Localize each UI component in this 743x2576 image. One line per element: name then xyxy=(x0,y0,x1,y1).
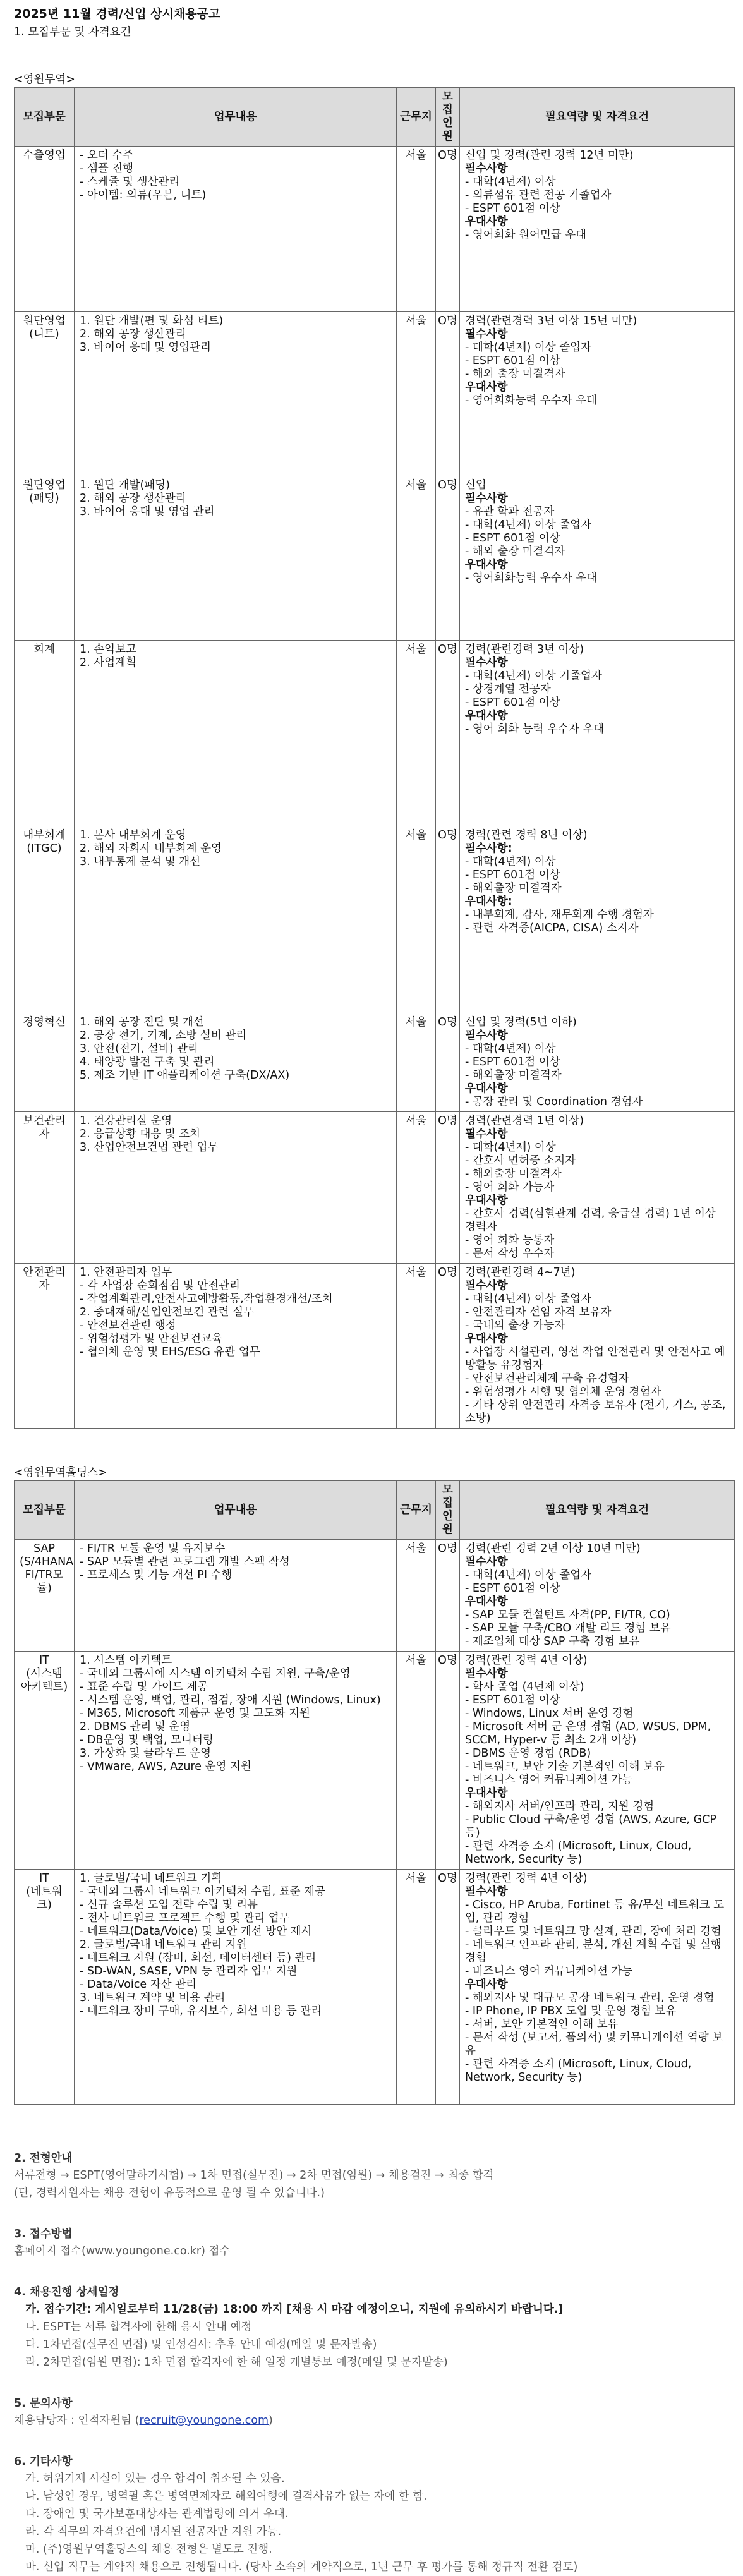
requirement-item: - 해외출장 미결격자 xyxy=(465,1069,562,1082)
requirement-item: - 국내외 출장 가능자 xyxy=(465,1319,565,1332)
section-line: 나. 남성인 경우, 병역필 혹은 병역면제자로 해외여행에 결격사유가 없는 자에 한 함. xyxy=(25,2490,427,2503)
duty-item: 1. 손익보고 xyxy=(80,643,136,656)
duty-item: - 전사 네트워크 프로젝트 수행 및 관리 업무 xyxy=(80,1912,290,1925)
requirement-heading: 필수사항 xyxy=(465,1029,508,1042)
duties-cell xyxy=(75,1870,397,2105)
section-line: 다. 장애인 및 국가보훈대상자는 관계법령에 의거 우대. xyxy=(25,2508,289,2520)
duty-item: 2. 해외 공장 생산관리 xyxy=(80,492,186,505)
duties-cell xyxy=(75,641,397,826)
requirement-item: - 학사 졸업 (4년제 이상) xyxy=(465,1681,584,1693)
table-row xyxy=(15,1652,735,1870)
requirement-item: 신입 및 경력(관련 경력 12년 미만) xyxy=(465,149,634,162)
duty-item: - FI/TR 모듈 운영 및 유지보수 xyxy=(80,1542,226,1555)
duty-item: - 네트워크(Data/Voice) 및 보안 개선 방안 제시 xyxy=(80,1925,312,1938)
requirement-item: - 해외출장 미결격자 xyxy=(465,882,562,895)
location-cell: 서울 xyxy=(397,147,436,312)
requirement-heading: 필수사항 xyxy=(465,492,508,505)
duty-item: 3. 바이어 응대 및 영업관리 xyxy=(80,341,211,354)
requirement-item: - SAP 모듈 컨설턴트 자격(PP, FI/TR, CO) xyxy=(465,1609,670,1621)
job-table-holdings xyxy=(14,1480,735,2105)
duty-item: 3. 산업안전보건법 관련 업무 xyxy=(80,1141,219,1154)
section-heading: 4. 채용진행 상세일정 xyxy=(14,2286,119,2299)
header-duties: 업무내용 xyxy=(75,1481,397,1540)
duty-item: - 프로세스 및 기능 개선 PI 수행 xyxy=(80,1569,233,1581)
table-row xyxy=(15,1112,735,1264)
table-row xyxy=(15,1540,735,1652)
section-line: 다. 1차면접(실무진 면접) 및 인성검사: 추후 안내 예정(메일 및 문자발송) xyxy=(25,2338,377,2351)
requirement-heading: 필수사항 xyxy=(465,1128,508,1140)
requirement-item: - 상경계열 전공자 xyxy=(465,683,551,696)
duty-item: 2. 중대재해/산업안전보건 관련 실무 xyxy=(80,1306,254,1319)
count-cell: O명 xyxy=(436,312,460,476)
requirement-heading: 우대사항: xyxy=(465,895,512,908)
requirements-cell xyxy=(460,1652,735,1870)
requirement-item: - ESPT 601점 이상 xyxy=(465,532,560,545)
requirement-item: - 해외 출장 미결격자 xyxy=(465,368,565,380)
duty-item: 4. 태양광 발전 구축 및 관리 xyxy=(80,1056,215,1068)
requirement-item: 신입 xyxy=(465,479,486,492)
dept-cell: 보건관리자 xyxy=(15,1112,75,1264)
duty-item: - 국내외 그룹사 네트워크 아키텍처 수립, 표준 제공 xyxy=(80,1885,325,1898)
table-row xyxy=(15,147,735,312)
location-cell: 서울 xyxy=(397,1013,436,1112)
requirement-heading: 필수사항: xyxy=(465,842,512,855)
requirement-item: - 네트워크, 보안 기술 기본적인 이해 보유 xyxy=(465,1760,665,1773)
requirement-item: - 비즈니스 영어 커뮤니케이션 가능 xyxy=(465,1965,633,1978)
duties-cell xyxy=(75,147,397,312)
section-line: 마. (주)영원무역홀딩스의 채용 전형은 별도로 진행. xyxy=(25,2543,272,2556)
table-row xyxy=(15,476,735,641)
duty-item: - 협의체 운영 및 EHS/ESG 유관 업무 xyxy=(80,1346,260,1358)
duty-item: 1. 본사 내부회계 운영 xyxy=(80,829,186,842)
duties-cell xyxy=(75,476,397,641)
section-heading: 2. 전형안내 xyxy=(14,2152,73,2165)
duty-item: - 아이템: 의류(우븐, 니트) xyxy=(80,189,207,202)
duty-item: - SD-WAN, SASE, VPN 등 관리자 업무 지원 xyxy=(80,1965,298,1978)
table-header-row xyxy=(15,1481,735,1540)
section-process xyxy=(14,2150,734,2202)
requirement-item: 경력(관련 경력 4년 이상) xyxy=(465,1872,588,1885)
duty-item: - M365, Microsoft 제품군 운영 및 고도화 지원 xyxy=(80,1707,310,1720)
requirement-item: - 안전관리자 선임 자격 보유자 xyxy=(465,1306,612,1319)
location-cell: 서울 xyxy=(397,1652,436,1870)
requirement-heading: 우대사항 xyxy=(465,1787,508,1799)
location-cell: 서울 xyxy=(397,476,436,641)
duty-item: 2. 해외 공장 생산관리 xyxy=(80,328,186,341)
section-apply xyxy=(14,2226,734,2260)
dept-cell: 회계 xyxy=(15,641,75,826)
requirements-cell xyxy=(460,147,735,312)
section-line: 홈페이지 접수(www.youngone.co.kr) 접수 xyxy=(14,2245,231,2258)
page-title: 2025년 11월 경력/신입 상시채용공고 xyxy=(14,7,220,21)
requirement-item: - 대학(4년제) 이상 xyxy=(465,176,556,188)
requirement-heading: 필수사항 xyxy=(465,1556,508,1568)
header-dept: 모집부문 xyxy=(15,88,75,147)
requirement-item: - 영어 회화 능통자 xyxy=(465,1234,555,1247)
requirement-item: - 네트워크 인프라 관리, 분석, 개선 계획 수립 및 실행 경험 xyxy=(465,1938,722,1964)
location-cell: 서울 xyxy=(397,1264,436,1429)
requirement-item: 경력(관련경력 3년 이상 15년 미만) xyxy=(465,315,637,327)
company-label-holdings: <영원무역홀딩스> xyxy=(14,1466,107,1479)
duty-item: - 네트워크 지원 (장비, 회선, 데이터센터 등) 관리 xyxy=(80,1952,317,1964)
duty-item: - 신규 솔루션 도입 전략 수립 및 리뷰 xyxy=(80,1899,258,1911)
requirements-cell xyxy=(460,1112,735,1264)
requirement-item: - 제조업체 대상 SAP 구축 경험 보유 xyxy=(465,1635,640,1648)
table-header-row xyxy=(15,88,735,147)
requirement-item: - ESPT 601점 이상 xyxy=(465,1056,560,1068)
requirement-item: - 대학(4년제) 이상 졸업자 xyxy=(465,1293,591,1305)
requirement-item: - 해외지사 및 대규모 공장 네트워크 관리, 운영 경험 xyxy=(465,1992,715,2004)
requirement-item: - 관련 자격증 소지 (Microsoft, Linux, Cloud, Network, Security 등) xyxy=(465,1840,692,1866)
requirements-cell xyxy=(460,1013,735,1112)
dept-cell: 내부회계 (ITGC) xyxy=(15,826,75,1013)
duty-item: 2. 공장 전기, 기계, 소방 설비 관리 xyxy=(80,1029,247,1042)
requirements-cell xyxy=(460,312,735,476)
table-row xyxy=(15,312,735,476)
requirement-item: - 안전보건관리체계 구축 유경험자 xyxy=(465,1372,629,1385)
duty-item: 1. 해외 공장 진단 및 개선 xyxy=(80,1016,204,1029)
requirement-heading: 우대사항 xyxy=(465,1978,508,1991)
table-row xyxy=(15,1264,735,1429)
table-row xyxy=(15,1870,735,2105)
count-cell: O명 xyxy=(436,641,460,826)
dept-cell: IT (네트워크) xyxy=(15,1870,75,2105)
table-row xyxy=(15,826,735,1013)
application-period: 가. 접수기간: 게시일로부터 11/28(금) 18:00 까지 [채용 시 마감 예정이오니, 지원에 유의하시기 바랍니다.] xyxy=(25,2303,564,2316)
requirement-heading: 필수사항 xyxy=(465,656,508,669)
header-location: 근무지 xyxy=(397,1481,436,1540)
location-cell: 서울 xyxy=(397,312,436,476)
requirements-cell xyxy=(460,476,735,641)
count-cell: O명 xyxy=(436,1540,460,1652)
requirement-item: - 영어 회화 가능자 xyxy=(465,1181,555,1194)
section-schedule xyxy=(14,2284,734,2371)
requirement-heading: 우대사항 xyxy=(465,710,508,722)
requirement-item: - Windows, Linux 서버 운영 경험 xyxy=(465,1707,634,1720)
duties-cell xyxy=(75,826,397,1013)
duty-item: - 국내외 그룹사에 시스템 아키텍처 수립 지원, 구축/운영 xyxy=(80,1667,351,1680)
requirement-item: - IP Phone, IP PBX 도입 및 운영 경험 보유 xyxy=(465,2005,677,2017)
recruitment-notice xyxy=(14,5,734,2576)
duty-item: - 작업계획관리,안전사고예방활동,작업환경개선/조치 xyxy=(80,1293,333,1305)
duty-item: 1. 글로벌/국내 네트워크 기획 xyxy=(80,1872,222,1885)
requirement-item: - 관련 자격증(AICPA, CISA) 소지자 xyxy=(465,922,639,934)
duty-item: - DB운영 및 백업, 모니터링 xyxy=(80,1734,214,1746)
requirement-item: - 유관 학과 전공자 xyxy=(465,505,555,518)
requirement-item: 경력(관련 경력 2년 이상 10년 미만) xyxy=(465,1542,641,1555)
duty-item: 3. 안전(전기, 설비) 관리 xyxy=(80,1043,198,1055)
duty-item: - 네트워크 장비 구매, 유지보수, 회선 비용 등 관리 xyxy=(80,2005,322,2017)
requirement-item: - 대학(4년제) 이상 졸업자 xyxy=(465,519,591,531)
email-link[interactable]: recruit@youngone.com xyxy=(139,2414,269,2427)
header-duties: 업무내용 xyxy=(75,88,397,147)
duty-item: 3. 네트워크 계약 및 비용 관리 xyxy=(80,1992,226,2004)
requirement-item: 경력(관련 경력 4년 이상) xyxy=(465,1654,588,1667)
requirement-item: - 영어 회화 능력 우수자 우대 xyxy=(465,723,605,735)
duty-item: - 스케쥴 및 생산관리 xyxy=(80,176,180,188)
duty-item: 2. 해외 자회사 내부회계 운영 xyxy=(80,842,222,855)
location-cell: 서울 xyxy=(397,1112,436,1264)
duty-item: - 위험성평가 및 안전보건교육 xyxy=(80,1333,222,1345)
requirement-item: - 서버, 보안 기본적인 이해 보유 xyxy=(465,2018,619,2031)
requirement-item: - ESPT 601점 이상 xyxy=(465,1582,560,1595)
requirement-item: - 문서 작성 우수자 xyxy=(465,1247,555,1260)
requirement-item: - ESPT 601점 이상 xyxy=(465,869,560,881)
requirement-item: - 간호사 경력(심혈관계 경력, 응급실 경력) 1년 이상 경력자 xyxy=(465,1207,716,1233)
duty-item: 2. DBMS 관리 및 운영 xyxy=(80,1720,191,1733)
dept-cell: 안전관리자 xyxy=(15,1264,75,1429)
requirement-item: - 대학(4년제) 이상 기졸업자 xyxy=(465,670,602,682)
requirement-item: - SAP 모듈 구축/CBO 개발 리드 경험 보유 xyxy=(465,1622,671,1635)
count-cell: O명 xyxy=(436,826,460,1013)
requirements-cell xyxy=(460,641,735,826)
section-etc xyxy=(14,2453,734,2576)
requirement-heading: 우대사항 xyxy=(465,381,508,394)
requirement-item: - 해외출장 미결격자 xyxy=(465,1168,562,1180)
requirement-heading: 필수사항 xyxy=(465,328,508,341)
duty-item: - 표준 수립 및 가이드 제공 xyxy=(80,1681,208,1693)
section-heading: 5. 문의사항 xyxy=(14,2397,73,2410)
requirement-item: - 대학(4년제) 이상 졸업자 xyxy=(465,1569,591,1581)
duties-cell xyxy=(75,1540,397,1652)
requirement-item: - ESPT 601점 이상 xyxy=(465,696,560,709)
contact-prefix: 채용담당자 : 인적자원팀 ( xyxy=(14,2414,140,2427)
duty-item: 3. 가상화 및 클라우드 운영 xyxy=(80,1747,211,1760)
requirement-item: 경력(관련경력 3년 이상) xyxy=(465,643,584,656)
section-heading: 3. 접수방법 xyxy=(14,2228,73,2240)
duty-item: 2. 응급상황 대응 및 조치 xyxy=(80,1128,201,1140)
duty-item: - Data/Voice 자산 관리 xyxy=(80,1978,196,1991)
section-line: 라. 각 직무의 자격요건에 명시된 전공자만 지원 가능. xyxy=(25,2525,282,2538)
count-cell: O명 xyxy=(436,1013,460,1112)
requirement-item: 경력(관련 경력 8년 이상) xyxy=(465,829,588,842)
location-cell: 서울 xyxy=(397,1540,436,1652)
requirement-item: - 사업장 시설관리, 영선 작업 안전관리 및 안전사고 예방활동 유경험자 xyxy=(465,1346,725,1372)
duties-cell xyxy=(75,312,397,476)
requirements-cell xyxy=(460,1870,735,2105)
header-requirements: 필요역량 및 자격요건 xyxy=(460,1481,735,1540)
requirement-item: - 영어회화능력 우수자 우대 xyxy=(465,394,597,407)
contact-line xyxy=(14,2412,734,2429)
duty-item: - VMware, AWS, Azure 운영 지원 xyxy=(80,1760,251,1773)
dept-cell: SAP (S/4HANA FI/TR모듈) xyxy=(15,1540,75,1652)
requirement-item: - 간호사 면허증 소지자 xyxy=(465,1154,576,1167)
contact-suffix: ) xyxy=(269,2414,273,2427)
requirement-item: 경력(관련경력 1년 이상) xyxy=(465,1115,584,1127)
duty-item: 1. 시스템 아키텍트 xyxy=(80,1654,172,1667)
requirement-item: - 관련 자격증 소지 (Microsoft, Linux, Cloud, Network, Security 등) xyxy=(465,2058,692,2084)
dept-cell: 원단영업 (패딩) xyxy=(15,476,75,641)
requirement-item: - ESPT 601점 이상 xyxy=(465,202,560,215)
count-cell: O명 xyxy=(436,147,460,312)
requirement-item: 신입 및 경력(5년 이하) xyxy=(465,1016,577,1029)
duty-item: 1. 원단 개발(패딩) xyxy=(80,479,170,492)
requirement-item: - 기타 상위 안전관리 자격증 보유자 (전기, 기스, 공조, 소방) xyxy=(465,1399,726,1425)
requirement-item: - DBMS 운영 경험 (RDB) xyxy=(465,1747,591,1760)
table-row xyxy=(15,1013,735,1112)
requirement-item: - 내부회계, 감사, 재무회계 수행 경험자 xyxy=(465,909,654,921)
duty-item: 3. 내부통제 분석 및 개선 xyxy=(80,856,201,868)
requirement-item: - 해외지사 서버/인프라 관리, 지원 경험 xyxy=(465,1800,655,1813)
dept-cell: 수출영업 xyxy=(15,147,75,312)
requirement-heading: 필수사항 xyxy=(465,1667,508,1680)
location-cell: 서울 xyxy=(397,641,436,826)
requirement-item: 경력(관련경력 4~7년) xyxy=(465,1266,576,1279)
section-line: (단, 경력지원자는 채용 전형이 유동적으로 운영 될 수 있습니다.) xyxy=(14,2187,325,2199)
duty-item: 1. 건강관리실 운영 xyxy=(80,1115,172,1127)
requirement-item: - 클라우드 및 네트워크 망 설계, 관리, 장애 처리 경험 xyxy=(465,1925,722,1938)
section-line: 가. 허위기재 사실이 있는 경우 합격이 취소될 수 있음. xyxy=(25,2472,285,2485)
header-dept: 모집부문 xyxy=(15,1481,75,1540)
duty-item: 2. 사업계획 xyxy=(80,656,136,669)
requirement-heading: 우대사항 xyxy=(465,1333,508,1345)
duty-item: 5. 제조 기반 IT 애플리케이션 구축(DX/AX) xyxy=(80,1069,290,1082)
requirement-item: - 공장 관리 및 Coordination 경험자 xyxy=(465,1096,643,1108)
count-cell: O명 xyxy=(436,1264,460,1429)
header-requirements: 필요역량 및 자격요건 xyxy=(460,88,735,147)
table-row xyxy=(15,641,735,826)
requirement-heading: 우대사항 xyxy=(465,215,508,228)
requirement-item: - 위험성평가 시행 및 협의체 운영 경험자 xyxy=(465,1386,661,1398)
duty-item: - 시스템 운영, 백업, 관리, 점검, 장애 지원 (Windows, Linux) xyxy=(80,1694,381,1707)
count-cell: O명 xyxy=(436,1870,460,2105)
header-count: 모집인원 xyxy=(436,88,460,147)
requirement-item: - 대학(4년제) 이상 졸업자 xyxy=(465,341,591,354)
requirement-item: - 대학(4년제) 이상 xyxy=(465,856,556,868)
duty-item: - 샘플 진행 xyxy=(80,162,134,175)
requirement-item: - Cisco, HP Aruba, Fortinet 등 유/무선 네트워크 도입, 관리 경험 xyxy=(465,1899,725,1925)
requirement-item: - 영어회화 원어민급 우대 xyxy=(465,229,587,241)
duty-item: 1. 원단 개발(편 및 화섬 티트) xyxy=(80,315,224,327)
section-line: 라. 2차면접(임원 면접): 1차 면접 합격자에 한 해 일정 개별통보 예정(메일 및 문자발송) xyxy=(25,2356,448,2369)
header-location: 근무지 xyxy=(397,88,436,147)
requirement-heading: 우대사항 xyxy=(465,1082,508,1095)
requirements-cell xyxy=(460,1264,735,1429)
requirements-cell xyxy=(460,1540,735,1652)
duties-cell xyxy=(75,1264,397,1429)
location-cell: 서울 xyxy=(397,1870,436,2105)
requirement-item: - 대학(4년제) 이상 xyxy=(465,1141,556,1154)
section-title: 1. 모집부문 및 자격요건 xyxy=(14,26,131,39)
dept-cell: 경영혁신 xyxy=(15,1013,75,1112)
requirement-item: - 의류섬유 관련 전공 기졸업자 xyxy=(465,189,612,202)
requirement-item: - 대학(4년제) 이상 xyxy=(465,1043,556,1055)
section-line: 서류전형 → ESPT(영어말하기시험) → 1차 면접(실무진) → 2차 면접(임원) → 채용검진 → 최종 합격 xyxy=(14,2169,494,2182)
requirement-heading: 우대사항 xyxy=(465,1595,508,1608)
requirement-item: - 해외 출장 미결격자 xyxy=(465,545,565,558)
requirement-item: - Public Cloud 구축/운영 경험 (AWS, Azure, GCP 등) xyxy=(465,1813,716,1839)
requirements-cell xyxy=(460,826,735,1013)
section-heading: 6. 기타사항 xyxy=(14,2455,73,2468)
count-cell: O명 xyxy=(436,476,460,641)
requirement-heading: 필수사항 xyxy=(465,162,508,175)
location-cell: 서울 xyxy=(397,826,436,1013)
section-line: 바. 신입 직무는 계약직 채용으로 진행됩니다. (당사 소속의 계약직으로, 1년 근무 후 평가를 통해 정규직 전환 검토) xyxy=(25,2561,578,2573)
requirement-item: - Microsoft 서버 군 운영 경험 (AD, WSUS, DPM, SCCM, Hyper-v 등 최소 2개 이상) xyxy=(465,1720,711,1746)
duties-cell xyxy=(75,1013,397,1112)
duties-cell xyxy=(75,1112,397,1264)
requirement-heading: 필수사항 xyxy=(465,1279,508,1292)
dept-cell: 원단영업 (니트) xyxy=(15,312,75,476)
requirement-item: - ESPT 601점 이상 xyxy=(465,354,560,367)
requirement-item: - 영어회화능력 우수자 우대 xyxy=(465,572,597,584)
dept-cell: IT (시스템 아키텍트) xyxy=(15,1652,75,1870)
count-cell: O명 xyxy=(436,1112,460,1264)
requirement-item: - 비즈니스 영어 커뮤니케이션 가능 xyxy=(465,1774,633,1786)
requirement-heading: 우대사항 xyxy=(465,1194,508,1207)
duties-cell xyxy=(75,1652,397,1870)
duty-item: - 각 사업장 순회점검 및 안전관리 xyxy=(80,1279,240,1292)
job-table-youngone xyxy=(14,87,735,1429)
company-label-youngone: <영원무역> xyxy=(14,73,75,86)
duty-item: - SAP 모듈별 관련 프로그램 개발 스펙 작성 xyxy=(80,1556,290,1568)
header-count: 모집인원 xyxy=(436,1481,460,1540)
requirement-heading: 우대사항 xyxy=(465,559,508,571)
requirement-heading: 필수사항 xyxy=(465,1885,508,1898)
section-line: 나. ESPT는 서류 합격자에 한해 응시 안내 예정 xyxy=(25,2321,252,2333)
duty-item: - 안전보건관련 행정 xyxy=(80,1319,176,1332)
requirement-item: - 문서 작성 (보고서, 품의서) 및 커뮤니케이션 역량 보유 xyxy=(465,2031,723,2057)
duty-item: - 오더 수주 xyxy=(80,149,134,162)
requirement-item: - ESPT 601점 이상 xyxy=(465,1694,560,1707)
duty-item: 3. 바이어 응대 및 영업 관리 xyxy=(80,505,215,518)
section-contact xyxy=(14,2395,734,2429)
duty-item: 1. 안전관리자 업무 xyxy=(80,1266,172,1279)
count-cell: O명 xyxy=(436,1652,460,1870)
duty-item: 2. 글로벌/국내 네트워크 관리 지원 xyxy=(80,1938,247,1951)
